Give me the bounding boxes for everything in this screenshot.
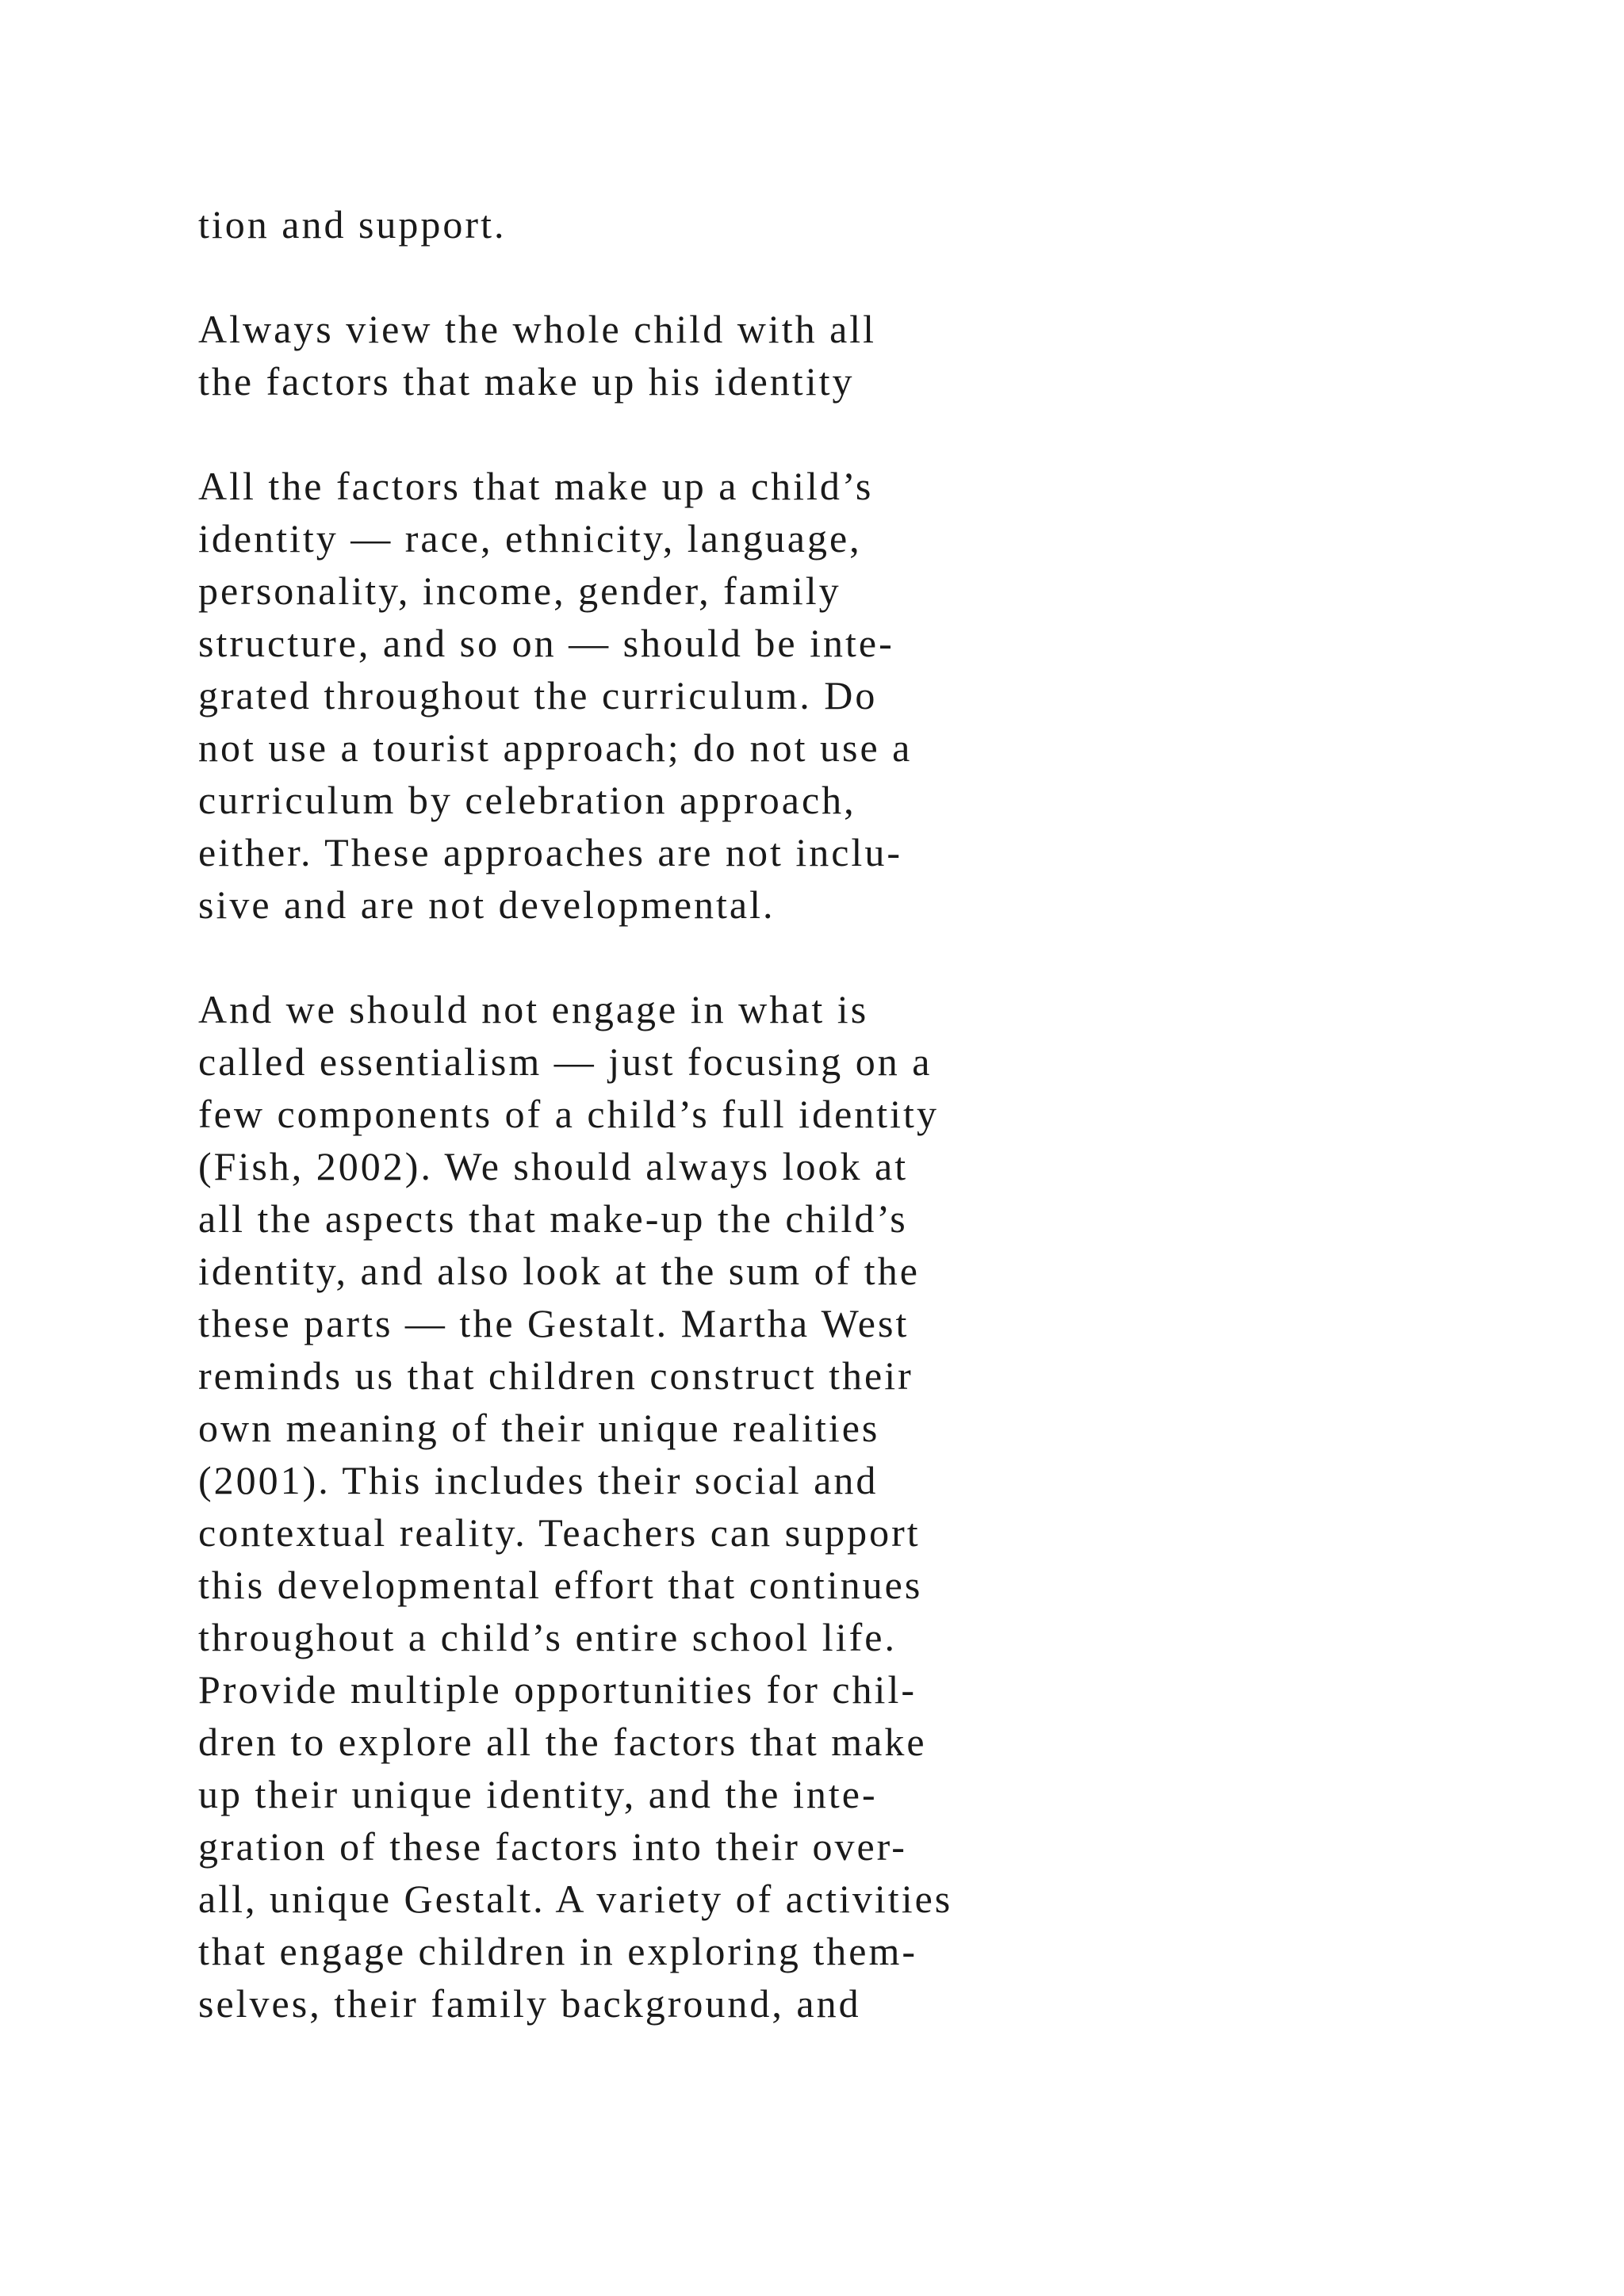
text-line: not use a tourist approach; do not use a (198, 725, 913, 770)
paragraph (198, 198, 1308, 251)
text-line: selves, their family background, and (198, 1981, 861, 2026)
text-line: all, unique Gestalt. A variety of activities (198, 1877, 953, 1921)
text-line: throughout a child’s entire school life. (198, 1615, 897, 1659)
text-line: contextual reality. Teachers can support (198, 1510, 921, 1555)
text-line: Provide multiple opportunities for chil- (198, 1667, 917, 1712)
text-line: All the factors that make up a child’s (198, 464, 874, 508)
text-line: these parts — the Gestalt. Martha West (198, 1301, 910, 1345)
text-line: all the aspects that make-up the child’s (198, 1196, 908, 1241)
text-line: identity — race, ethnicity, language, (198, 516, 862, 561)
text-line: called essentialism — just focusing on a (198, 1039, 933, 1084)
text-line: curriculum by celebration approach, (198, 778, 856, 822)
text-line: up their unique identity, and the inte- (198, 1772, 878, 1816)
text-line: (2001). This includes their social and (198, 1458, 879, 1502)
text-line: (Fish, 2002). We should always look at (198, 1144, 909, 1188)
text-line: either. These approaches are not inclu- (198, 830, 902, 874)
text-line: this developmental effort that continues (198, 1563, 923, 1607)
text-line: few components of a child’s full identity (198, 1092, 939, 1136)
paragraph (198, 303, 1308, 408)
text-line: grated throughout the curriculum. Do (198, 673, 878, 718)
text-line: personality, income, gender, family (198, 568, 841, 613)
text-line: reminds us that children construct their (198, 1353, 914, 1398)
text-line: sive and are not developmental. (198, 882, 776, 927)
text-line: gration of these factors into their over- (198, 1824, 907, 1869)
paragraph (198, 983, 1308, 2030)
text-line: And we should not engage in what is (198, 987, 869, 1031)
text-line: tion and support. (198, 202, 507, 247)
text-line: that engage children in exploring them- (198, 1929, 918, 1973)
body-text (198, 198, 1308, 2082)
text-line: Always view the whole child with all (198, 307, 877, 351)
text-line: dren to explore all the factors that make (198, 1720, 927, 1764)
text-line: structure, and so on — should be inte- (198, 621, 894, 665)
paragraph (198, 460, 1308, 931)
text-line: the factors that make up his identity (198, 359, 855, 404)
text-line: own meaning of their unique realities (198, 1406, 880, 1450)
text-line: identity, and also look at the sum of the (198, 1249, 920, 1293)
